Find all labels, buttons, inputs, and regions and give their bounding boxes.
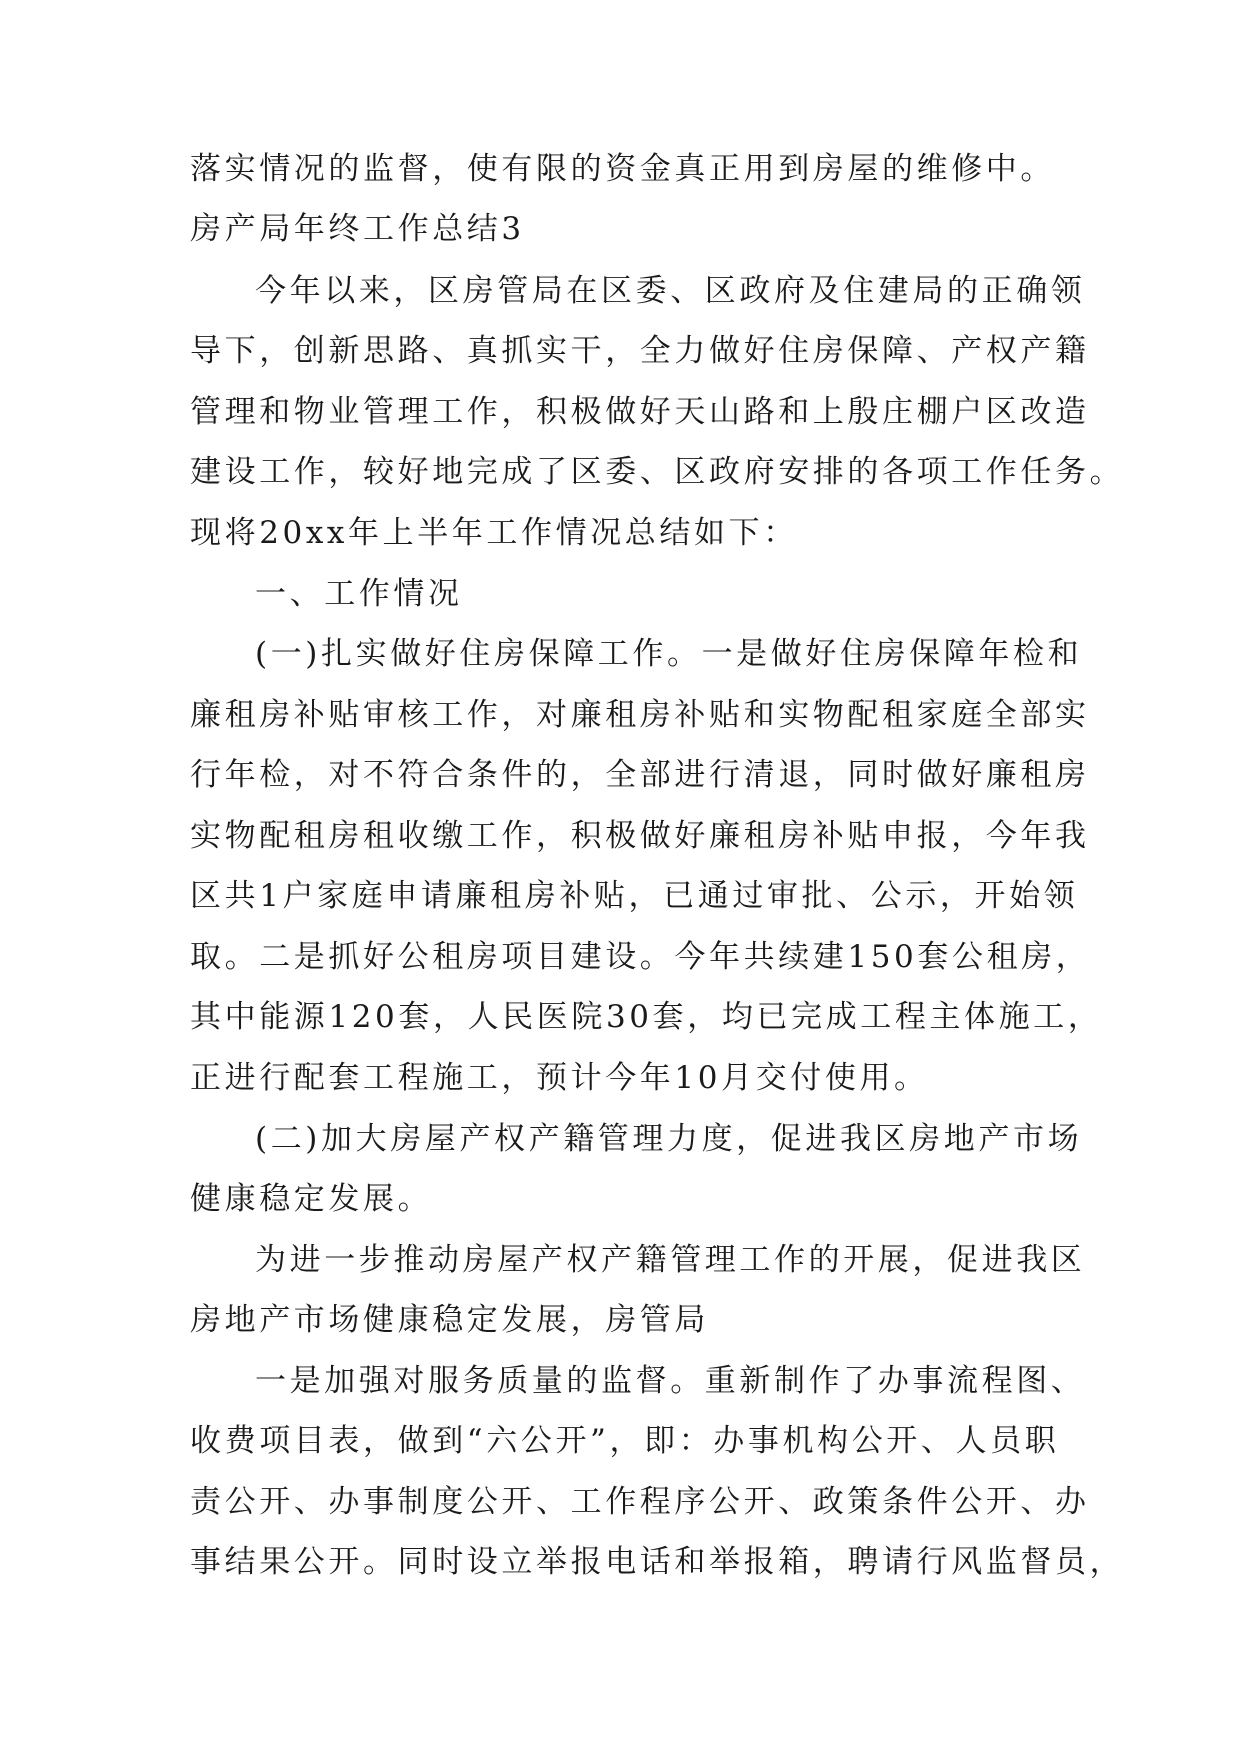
body-line: 房地产市场健康稳定发展，房管局 (190, 1302, 709, 1338)
body-line: 为进一步推动房屋产权产籍管理工作的开展，促进我区 (255, 1242, 1086, 1278)
body-line: 管理和物业管理工作，积极做好天山路和上殷庄棚户区改造 (190, 394, 1090, 430)
body-line: 事结果公开。同时设立举报电话和举报箱，聘请行风监督员， (190, 1544, 1125, 1580)
body-line: 收费项目表，做到“六公开”，即：办事机构公开、人员职 (190, 1423, 1060, 1459)
body-line: 今年以来，区房管局在区委、区政府及住建局的正确领 (255, 273, 1086, 309)
body-line: 责公开、办事制度公开、工作程序公开、政策条件公开、办 (190, 1484, 1090, 1520)
body-line: 区共1户家庭申请廉租房补贴，已通过审批、公示，开始领 (190, 878, 1079, 914)
body-line: (二)加大房屋产权产籍管理力度，促进我区房地产市场 (255, 1121, 1083, 1157)
body-line: 落实情况的监督，使有限的资金真正用到房屋的维修中。 (190, 151, 1055, 187)
body-line: 行年检，对不符合条件的，全部进行清退，同时做好廉租房 (190, 757, 1090, 793)
body-line: (一)扎实做好住房保障工作。一是做好住房保障年检和 (255, 636, 1083, 672)
body-line: 廉租房补贴审核工作，对廉租房补贴和实物配租家庭全部实 (190, 697, 1090, 733)
body-line: 实物配租房租收缴工作，积极做好廉租房补贴申报，今年我 (190, 818, 1090, 854)
body-line: 健康稳定发展。 (190, 1181, 433, 1217)
section-heading: 房产局年终工作总结3 (190, 211, 525, 247)
section-heading: 一、工作情况 (255, 576, 463, 612)
body-line: 导下，创新思路、真抓实干，全力做好住房保障、产权产籍 (190, 333, 1090, 369)
body-line: 建设工作，较好地完成了区委、区政府安排的各项工作任务。 (190, 454, 1125, 490)
body-line: 取。二是抓好公租房项目建设。今年共续建150套公租房， (190, 939, 1091, 975)
body-line: 正进行配套工程施工，预计今年10月交付使用。 (190, 1060, 929, 1096)
body-line: 现将20xx年上半年工作情况总结如下： (190, 515, 798, 551)
body-line: 其中能源120套，人民医院30套，均已完成工程主体施工， (190, 999, 1103, 1035)
body-line: 一是加强对服务质量的监督。重新制作了办事流程图、 (255, 1363, 1086, 1399)
